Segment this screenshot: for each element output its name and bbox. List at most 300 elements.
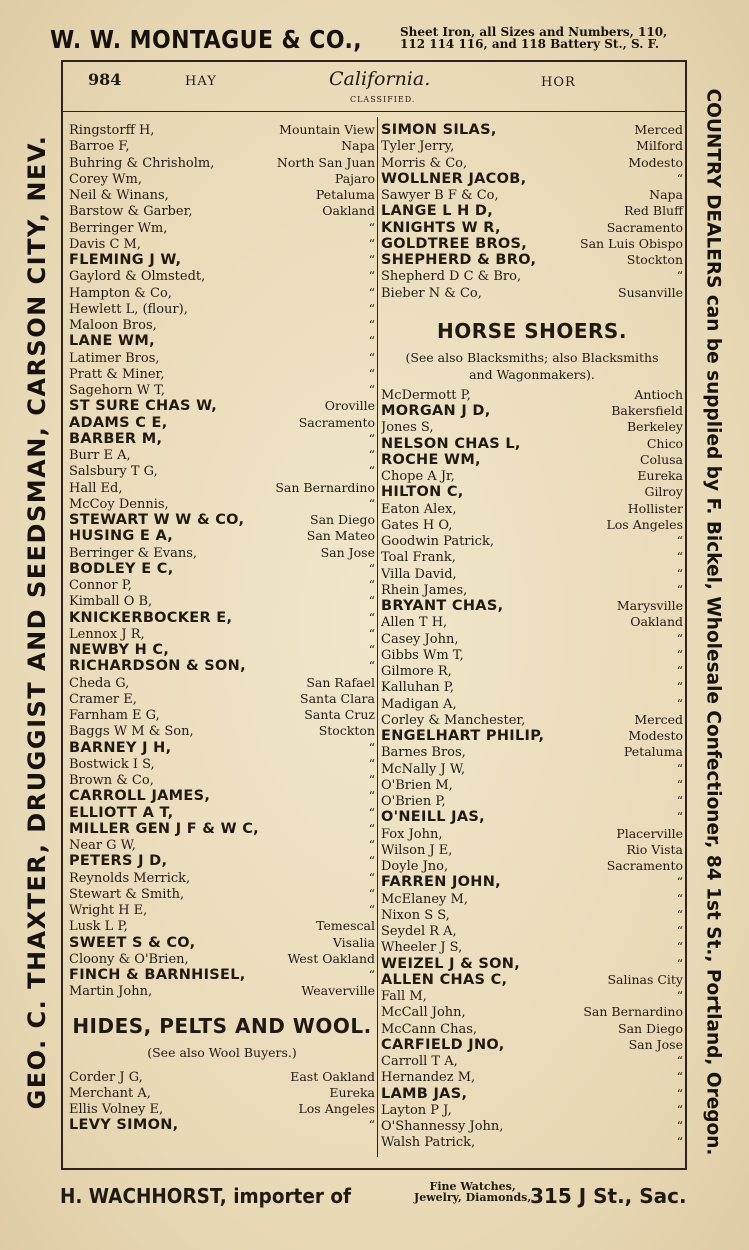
entry-town: San Bernardino xyxy=(275,479,375,495)
horse-shoers-note xyxy=(381,349,683,383)
entry-name: O'Brien P, xyxy=(381,794,446,809)
listing-entry xyxy=(69,967,375,983)
top-ad-name: W. W. MONTAGUE & CO., xyxy=(50,24,363,54)
listing-entry xyxy=(381,155,683,171)
entry-name: KNICKERBOCKER E, xyxy=(69,609,233,626)
header-left-guide-word: HAY xyxy=(185,74,217,89)
bottom-ad-goods xyxy=(414,1181,531,1203)
entry-town: “ xyxy=(676,268,683,284)
header-state: California. xyxy=(329,68,431,90)
listing-entry xyxy=(69,317,375,333)
listing-entry xyxy=(69,366,375,382)
entry-town: North San Juan xyxy=(276,154,375,170)
listing-entry xyxy=(381,533,683,549)
entry-town: “ xyxy=(676,646,683,662)
listing-entry xyxy=(381,777,683,793)
listing-entry xyxy=(69,658,375,674)
listing-entry xyxy=(69,853,375,869)
entry-town: “ xyxy=(368,837,375,852)
entry-town: “ xyxy=(368,365,375,381)
entry-town: Santa Clara xyxy=(300,690,375,706)
listing-entry xyxy=(381,712,683,728)
listing-entry xyxy=(381,1102,683,1118)
listing-entry xyxy=(381,842,683,858)
entry-name: Barroe F, xyxy=(69,139,130,155)
entry-town: “ xyxy=(676,809,683,825)
page-frame xyxy=(61,60,687,1170)
entry-name: Buhring & Chrisholm, xyxy=(69,155,215,171)
listing-entry xyxy=(69,528,375,544)
entry-name: WOLLNER JACOB, xyxy=(381,170,527,187)
entry-town: “ xyxy=(676,906,683,922)
entry-name: Lusk L P, xyxy=(69,919,128,935)
listing-entry xyxy=(381,663,683,679)
entry-town: Santa Cruz xyxy=(304,707,375,722)
listing-entry xyxy=(381,1037,683,1053)
listing-entry xyxy=(381,403,683,419)
entry-town: “ xyxy=(368,788,375,804)
listing-entry xyxy=(69,593,375,609)
entry-name: Corley & Manchester, xyxy=(381,712,526,728)
bottom-ad-goods-line2: Jewelry, Diamonds, xyxy=(414,1191,532,1204)
listing-entry xyxy=(381,138,683,154)
entry-town: Petaluma xyxy=(315,187,375,202)
entry-name: FLEMING J W, xyxy=(69,252,182,268)
entry-name: O'NEILL JAS, xyxy=(381,809,485,826)
listing-entry xyxy=(381,874,683,890)
entry-town: “ xyxy=(368,300,375,316)
entry-name: NELSON CHAS L, xyxy=(381,435,521,452)
entry-name: McCann Chas, xyxy=(381,1021,478,1037)
entry-town: Merced xyxy=(634,122,683,137)
entry-name: Gates H O, xyxy=(381,517,453,533)
listing-entry xyxy=(69,691,375,707)
entry-name: Near G W, xyxy=(69,838,136,853)
listing-entry xyxy=(381,891,683,907)
entry-town: “ xyxy=(368,658,375,674)
entry-town: Pajaro xyxy=(334,170,375,186)
listing-entry xyxy=(69,886,375,902)
listing-entry xyxy=(69,545,375,561)
entry-town: Los Angeles xyxy=(606,516,683,532)
entry-name: BODLEY E C, xyxy=(69,560,174,577)
entry-name: CARROLL JAMES, xyxy=(69,788,211,805)
listing-entry xyxy=(69,463,375,479)
hay-continued-listing xyxy=(381,122,683,301)
entry-name: Corey Wm, xyxy=(69,171,142,187)
entry-town: “ xyxy=(368,252,375,267)
listing-entry xyxy=(69,610,375,626)
listing-entry xyxy=(381,1086,683,1102)
listing-entry xyxy=(69,382,375,398)
entry-name: CARFIELD JNO, xyxy=(381,1036,505,1053)
entry-town: “ xyxy=(368,853,375,869)
listing-entry xyxy=(69,252,375,268)
entry-town: Susanville xyxy=(618,284,683,300)
listing-entry xyxy=(69,1085,375,1101)
entry-town: “ xyxy=(676,1118,683,1133)
entry-name: KNIGHTS W R, xyxy=(381,219,501,236)
entry-name: Martin John, xyxy=(69,984,153,1000)
entry-name: HUSING E A, xyxy=(69,528,174,545)
entry-name: Morris & Co, xyxy=(381,155,468,171)
top-ad-detail-line2: 112 114 116, and 118 Battery St., S. F. xyxy=(400,37,660,51)
entry-name: McCall John, xyxy=(381,1005,466,1021)
page-number: 984 xyxy=(88,70,122,89)
entry-name: Reynolds Merrick, xyxy=(69,870,191,886)
listing-entry xyxy=(381,907,683,923)
entry-town: “ xyxy=(368,625,375,641)
entry-town: Sacramento xyxy=(298,414,375,430)
listing-entry xyxy=(381,566,683,582)
entry-name: Maloon Bros, xyxy=(69,318,157,333)
entry-name: Chope A Jr, xyxy=(381,469,455,484)
entry-name: Wright H E, xyxy=(69,903,148,918)
entry-name: ST SURE CHAS W, xyxy=(69,398,218,415)
entry-town: “ xyxy=(676,663,683,678)
entry-name: Ringstorff H, xyxy=(69,123,155,138)
entry-town: Stockton xyxy=(318,723,375,739)
left-margin-ad-text: GEO. C. THAXTER, DRUGGIST AND SEEDSMAN, CARSON CITY, NEV. xyxy=(23,134,51,1110)
entry-name: Baggs W M & Son, xyxy=(69,724,194,740)
entry-town: “ xyxy=(368,219,375,235)
hides-section-title: HIDES, PELTS AND WOOL. xyxy=(72,1013,372,1038)
entry-name: Tyler Jerry, xyxy=(381,139,455,155)
entry-town: San Rafael xyxy=(306,674,375,690)
entry-name: FINCH & BARNHISEL, xyxy=(69,967,246,983)
entry-town: San Luis Obispo xyxy=(580,235,683,251)
listing-entry xyxy=(381,452,683,468)
listing-entry xyxy=(69,951,375,967)
entry-town: East Oakland xyxy=(290,1068,375,1084)
entry-name: Berringer & Evans, xyxy=(69,545,198,561)
entry-name: Connor P, xyxy=(69,578,132,593)
entry-town: San Diego xyxy=(618,1020,683,1036)
left-listing xyxy=(69,122,375,1000)
horse-shoers-section xyxy=(381,319,683,1151)
entry-town: “ xyxy=(676,1134,683,1150)
entry-town: “ xyxy=(368,235,375,251)
entry-town: “ xyxy=(368,268,375,284)
entry-name: ELLIOTT A T, xyxy=(69,804,174,821)
listing-entry xyxy=(69,870,375,886)
listing-entry xyxy=(381,696,683,712)
horse-shoers-note-line2: and Wagonmakers). xyxy=(469,366,595,382)
listing-entry xyxy=(69,268,375,284)
entry-town: Chico xyxy=(646,435,683,451)
listing-entry xyxy=(69,626,375,642)
entry-name: Bieber N & Co, xyxy=(381,285,482,301)
entry-name: MORGAN J D, xyxy=(381,403,491,419)
entry-name: Seydel R A, xyxy=(381,924,457,939)
entry-name: Goodwin Patrick, xyxy=(381,534,494,549)
entry-town: San Bernardino xyxy=(583,1004,683,1020)
entry-town: “ xyxy=(676,955,683,971)
left-margin-advertisement xyxy=(14,82,60,1162)
listing-entry xyxy=(381,972,683,988)
listing-entry xyxy=(69,187,375,203)
listing-entry xyxy=(69,220,375,236)
hides-section xyxy=(69,1014,375,1134)
entry-town: Petaluma xyxy=(623,744,683,760)
entry-town: “ xyxy=(368,772,375,787)
entry-town: Berkeley xyxy=(627,419,683,435)
listing-entry xyxy=(381,517,683,533)
entry-town: Red Bluff xyxy=(624,203,683,219)
entry-name: Stewart & Smith, xyxy=(69,886,185,902)
entry-name: Neil & Winans, xyxy=(69,188,169,203)
entry-town: “ xyxy=(368,577,375,592)
entry-town: Modesto xyxy=(628,728,683,743)
entry-town: “ xyxy=(676,939,683,955)
entry-town: “ xyxy=(676,776,683,792)
listing-entry xyxy=(381,549,683,565)
entry-name: McNally J W, xyxy=(381,761,466,777)
listing-entry xyxy=(69,723,375,739)
listing-entry xyxy=(69,1117,375,1133)
listing-entry xyxy=(69,675,375,691)
listing-entry xyxy=(69,561,375,577)
entry-town: Salinas City xyxy=(607,971,683,987)
listing-entry xyxy=(381,171,683,187)
listing-entry xyxy=(69,1101,375,1117)
entry-name: Kalluhan P, xyxy=(381,680,455,696)
bottom-ad-goods-line1: Fine Watches, xyxy=(429,1180,516,1193)
entry-name: Farnham E G, xyxy=(69,708,160,723)
listing-entry xyxy=(381,285,683,301)
entry-town: Eureka xyxy=(637,468,683,483)
entry-name: Cloony & O'Brien, xyxy=(69,951,189,967)
listing-entry xyxy=(69,496,375,512)
listing-entry xyxy=(69,821,375,837)
entry-town: “ xyxy=(368,593,375,609)
entry-name: Hampton & Co, xyxy=(69,285,172,301)
entry-town: Merced xyxy=(634,711,683,727)
listing-entry xyxy=(69,935,375,951)
listing-entry xyxy=(381,744,683,760)
listing-entry xyxy=(69,480,375,496)
entry-name: Walsh Patrick, xyxy=(381,1135,476,1151)
entry-name: Kimball O B, xyxy=(69,594,153,610)
entry-town: “ xyxy=(368,804,375,820)
entry-town: “ xyxy=(676,1101,683,1117)
entry-name: Gaylord & Olmstedt, xyxy=(69,269,206,285)
entry-town: Los Angeles xyxy=(298,1101,375,1116)
listing-entry xyxy=(381,679,683,695)
entry-town: Stockton xyxy=(626,252,683,267)
entry-town: Oakland xyxy=(322,203,375,219)
entry-name: Hernandez M, xyxy=(381,1070,476,1086)
entry-town: “ xyxy=(676,923,683,938)
entry-name: Nixon S S, xyxy=(381,907,450,923)
entry-town: Weaverville xyxy=(301,983,375,999)
entry-town: Eureka xyxy=(329,1084,375,1100)
bottom-advertisement xyxy=(60,1176,700,1216)
entry-name: Casey John, xyxy=(381,631,459,647)
listing-entry xyxy=(381,468,683,484)
horse-shoers-title: HORSE SHOERS. xyxy=(437,318,627,343)
listing-entry xyxy=(69,350,375,366)
entry-name: LANGE L H D, xyxy=(381,203,494,220)
entry-town: Napa xyxy=(649,187,683,202)
entry-town: “ xyxy=(676,890,683,906)
listing-entry xyxy=(381,236,683,252)
listing-entry xyxy=(69,983,375,999)
entry-town: “ xyxy=(368,755,375,771)
listing-entry xyxy=(69,447,375,463)
entry-town: “ xyxy=(368,317,375,332)
horse-shoers-listing xyxy=(381,387,683,1151)
entry-name: Corder J G, xyxy=(69,1069,143,1085)
entry-town: “ xyxy=(676,695,683,711)
entry-name: Hewlett L, (flour), xyxy=(69,301,188,317)
entry-town: Gilroy xyxy=(644,484,683,500)
entry-name: LAMB JAS, xyxy=(381,1085,468,1102)
listing-entry xyxy=(69,285,375,301)
listing-entry xyxy=(381,122,683,138)
listing-entry xyxy=(381,988,683,1004)
listing-entry xyxy=(69,805,375,821)
entry-town: Oroville xyxy=(324,398,375,414)
entry-name: WEIZEL J & SON, xyxy=(381,955,521,972)
listing-entry xyxy=(381,761,683,777)
entry-name: ADAMS C E, xyxy=(69,414,168,431)
entry-name: Wheeler J S, xyxy=(381,940,463,956)
entry-town: “ xyxy=(676,988,683,1003)
listing-entry xyxy=(381,631,683,647)
entry-town: “ xyxy=(368,820,375,836)
entry-town: Rio Vista xyxy=(626,841,683,857)
entry-town: Sacramento xyxy=(606,219,683,235)
entry-town: “ xyxy=(676,793,683,808)
listing-entry xyxy=(381,614,683,630)
entry-town: Mountain View xyxy=(279,122,375,137)
entry-town: “ xyxy=(676,1053,683,1068)
listing-entry xyxy=(69,203,375,219)
entry-name: ALLEN CHAS C, xyxy=(381,971,508,988)
entry-town: “ xyxy=(368,869,375,885)
entry-name: McDermott P, xyxy=(381,387,471,403)
listing-entry xyxy=(381,387,683,403)
entry-town: Temescal xyxy=(316,918,375,934)
entry-name: LEVY SIMON, xyxy=(69,1117,179,1134)
entry-name: Merchant A, xyxy=(69,1085,151,1101)
listing-entry xyxy=(381,728,683,744)
listing-entry xyxy=(381,1021,683,1037)
entry-town: “ xyxy=(368,382,375,397)
horse-shoers-note-line1: (See also Blacksmiths; also Blacksmiths xyxy=(405,349,659,365)
header-rule xyxy=(63,111,685,112)
entry-name: BARBER M, xyxy=(69,430,163,447)
listing-entry xyxy=(69,837,375,853)
entry-name: Villa David, xyxy=(381,566,457,582)
entry-town: “ xyxy=(676,679,683,695)
entry-name: Carroll T A, xyxy=(381,1054,458,1069)
top-advertisement xyxy=(50,20,700,58)
listing-entry xyxy=(69,122,375,138)
listing-entry xyxy=(381,809,683,825)
entry-name: Hall Ed, xyxy=(69,480,123,496)
entry-name: Wilson J E, xyxy=(381,842,453,858)
entry-town: Hollister xyxy=(627,500,683,516)
entry-town: “ xyxy=(368,333,375,349)
bottom-ad-address: 315 J St., Sac. xyxy=(530,1184,687,1208)
entry-name: Rhein James, xyxy=(381,582,468,598)
entry-name: Cheda G, xyxy=(69,675,130,691)
listing-entry xyxy=(381,1069,683,1085)
listing-entry xyxy=(381,220,683,236)
header-classified: CLASSIFIED. xyxy=(350,95,416,104)
entry-name: SHEPHERD & BRO, xyxy=(381,252,537,268)
listing-entry xyxy=(69,155,375,171)
entry-town: San Mateo xyxy=(306,528,375,544)
entry-town: “ xyxy=(368,430,375,446)
entry-name: Jones S, xyxy=(381,420,434,436)
listing-entry xyxy=(381,1053,683,1069)
header-right-guide-word: HOR xyxy=(541,75,576,90)
entry-name: NEWBY H C, xyxy=(69,642,170,658)
entry-name: SWEET S & CO, xyxy=(69,934,196,951)
listing-entry xyxy=(69,236,375,252)
entry-town: Modesto xyxy=(628,154,683,170)
top-ad-detail-line1: Sheet Iron, all Sizes and Numbers, 110, xyxy=(400,25,668,39)
entry-name: SIMON SILAS, xyxy=(381,122,497,138)
listing-entry xyxy=(69,772,375,788)
entry-town: “ xyxy=(368,560,375,576)
entry-name: Doyle Jno, xyxy=(381,859,449,874)
entry-name: Salsbury T G, xyxy=(69,464,158,480)
listing-entry xyxy=(381,436,683,452)
listing-entry xyxy=(69,577,375,593)
listing-entry xyxy=(381,956,683,972)
listing-entry xyxy=(381,598,683,614)
entry-name: Bostwick I S, xyxy=(69,756,155,772)
listing-entry xyxy=(69,642,375,658)
entry-town: “ xyxy=(676,760,683,776)
entry-name: O'Shannessy John, xyxy=(381,1119,504,1134)
entry-name: STEWART W W & CO, xyxy=(69,512,245,528)
listing-entry xyxy=(381,1134,683,1150)
entry-name: Berringer Wm, xyxy=(69,220,168,236)
entry-town: “ xyxy=(676,1085,683,1101)
entry-town: Antioch xyxy=(634,386,683,402)
entry-name: Fall M, xyxy=(381,989,427,1004)
entry-name: McCoy Dennis, xyxy=(69,496,169,512)
entry-town: “ xyxy=(676,533,683,548)
entry-town: “ xyxy=(676,581,683,597)
hides-listing xyxy=(69,1069,375,1134)
entry-town: Bakersfield xyxy=(611,403,683,418)
entry-name: LANE WM, xyxy=(69,333,155,350)
entry-name: HILTON C, xyxy=(381,484,464,501)
entry-name: Fox John, xyxy=(381,826,443,842)
entry-town: “ xyxy=(368,447,375,462)
entry-name: BARNEY J H, xyxy=(69,739,172,756)
entry-name: Latimer Bros, xyxy=(69,350,160,366)
listing-entry xyxy=(69,415,375,431)
entry-name: Sagehorn W T, xyxy=(69,383,165,398)
listing-entry xyxy=(381,939,683,955)
entry-name: O'Brien M, xyxy=(381,777,453,793)
entry-name: Toal Frank, xyxy=(381,550,456,566)
listing-entry xyxy=(381,187,683,203)
entry-town: “ xyxy=(676,549,683,565)
listing-entry xyxy=(381,419,683,435)
hides-section-note: (See also Wool Buyers.) xyxy=(147,1044,297,1060)
listing-entry xyxy=(381,858,683,874)
listing-entry xyxy=(381,1118,683,1134)
entry-name: PETERS J D, xyxy=(69,853,168,870)
